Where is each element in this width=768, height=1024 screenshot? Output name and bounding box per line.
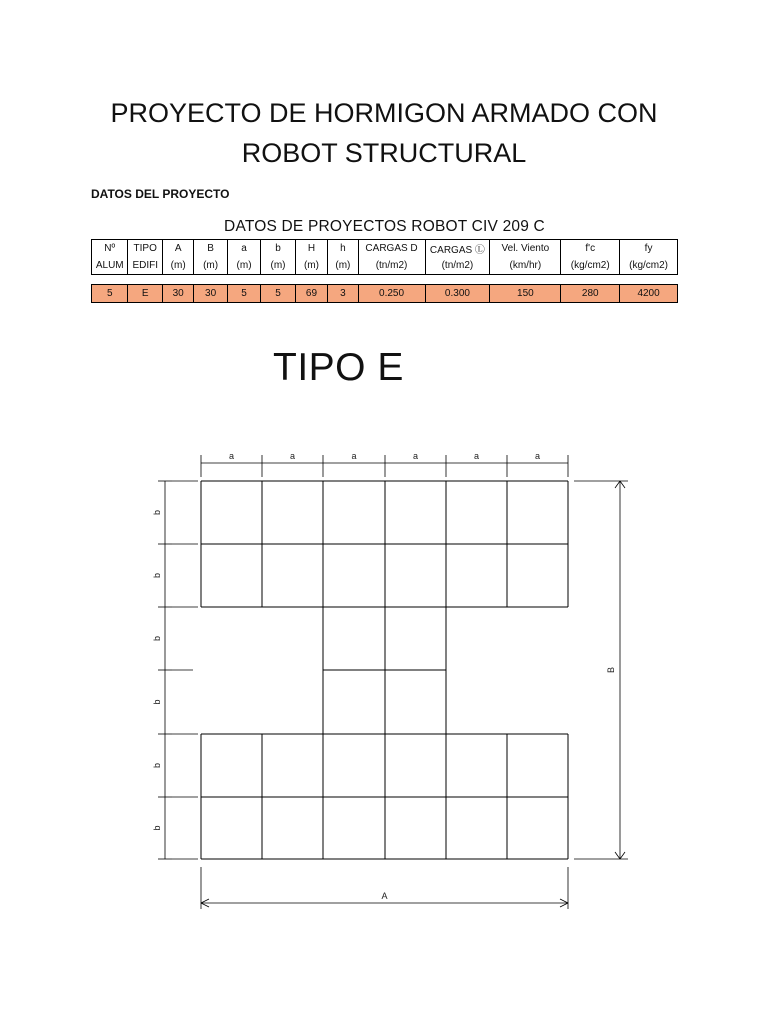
table-caption: DATOS DE PROYECTOS ROBOT CIV 209 C [224,218,545,235]
dimension-arrow [615,852,620,859]
header-cell: a [227,240,260,258]
dimension-arrow [560,899,568,903]
value-cell: 280 [561,285,620,303]
header-cell: Vel. Viento [490,240,561,258]
plan-dimension-labels [152,451,616,901]
header-cell: A [162,240,193,258]
header-unit-cell: EDIFI [128,257,162,275]
header-cell: h [328,240,358,258]
dimension-arrow [620,481,625,488]
value-cell: 4200 [620,285,678,303]
building-type-heading: TIPO E [273,346,404,389]
plan-dimensions [158,455,628,909]
dimension-label-B: B [606,666,616,674]
dimension-label-b: b [152,825,162,831]
page-title-line-2: ROBOT STRUCTURAL [241,138,527,168]
value-cell: 0.300 [425,285,490,303]
value-cell: 150 [490,285,561,303]
dimension-label-b: b [152,635,162,642]
dimension-arrow [201,899,209,903]
header-cell: B [194,240,227,258]
value-cell: 30 [194,285,227,303]
dimension-label-a: a [412,451,419,461]
dimension-label-A: A [381,891,388,901]
header-cell: b [261,240,295,258]
value-cell: 69 [295,285,327,303]
value-cell: 30 [162,285,193,303]
header-unit-cell: (m) [227,257,260,275]
dimension-label-a: a [289,451,296,461]
header-unit-cell: (kg/cm2) [561,257,620,275]
header-cell: Nº [92,240,128,258]
header-unit-cell: (tn/m2) [425,257,490,275]
header-cell: H [295,240,327,258]
dimension-label-b: b [152,699,162,705]
value-cell: 5 [92,285,128,303]
dimension-label-b: b [152,762,162,769]
dimension-label-b: b [152,509,162,516]
page-title-line-1: PROYECTO DE HORMIGON ARMADO CON [110,98,658,128]
value-cell: 3 [328,285,358,303]
section-label: DATOS DEL PROYECTO [91,187,230,201]
dimension-arrow [201,903,209,907]
dimension-label-a: a [351,451,357,461]
value-cell: 5 [261,285,295,303]
dimension-arrow [615,481,620,488]
header-unit-cell: (kg/cm2) [620,257,678,275]
header-cell: f'c [561,240,620,258]
header-unit-cell: ALUM [92,257,128,275]
header-unit-cell: (m) [328,257,358,275]
dimension-label-a: a [228,451,235,461]
header-unit-cell: (m) [194,257,227,275]
header-unit-cell: (m) [162,257,193,275]
header-cell: fy [620,240,678,258]
header-cell: CARGAS D [358,240,425,258]
header-unit-cell: (m) [261,257,295,275]
value-cell: 0.250 [358,285,425,303]
dimension-arrow [620,852,625,859]
header-unit-cell: (m) [295,257,327,275]
header-cell: CARGAS Ⓛ [425,240,490,258]
header-unit-cell: (tn/m2) [358,257,425,275]
header-unit-cell: (km/hr) [490,257,561,275]
header-cell: TIPO [128,240,162,258]
value-cell: E [128,285,162,303]
dimension-arrow [560,903,568,907]
dimension-label-a: a [534,451,541,461]
plan-grid [201,481,568,859]
value-cell: 5 [227,285,260,303]
dimension-label-b: b [152,572,162,579]
dimension-label-a: a [473,451,480,461]
